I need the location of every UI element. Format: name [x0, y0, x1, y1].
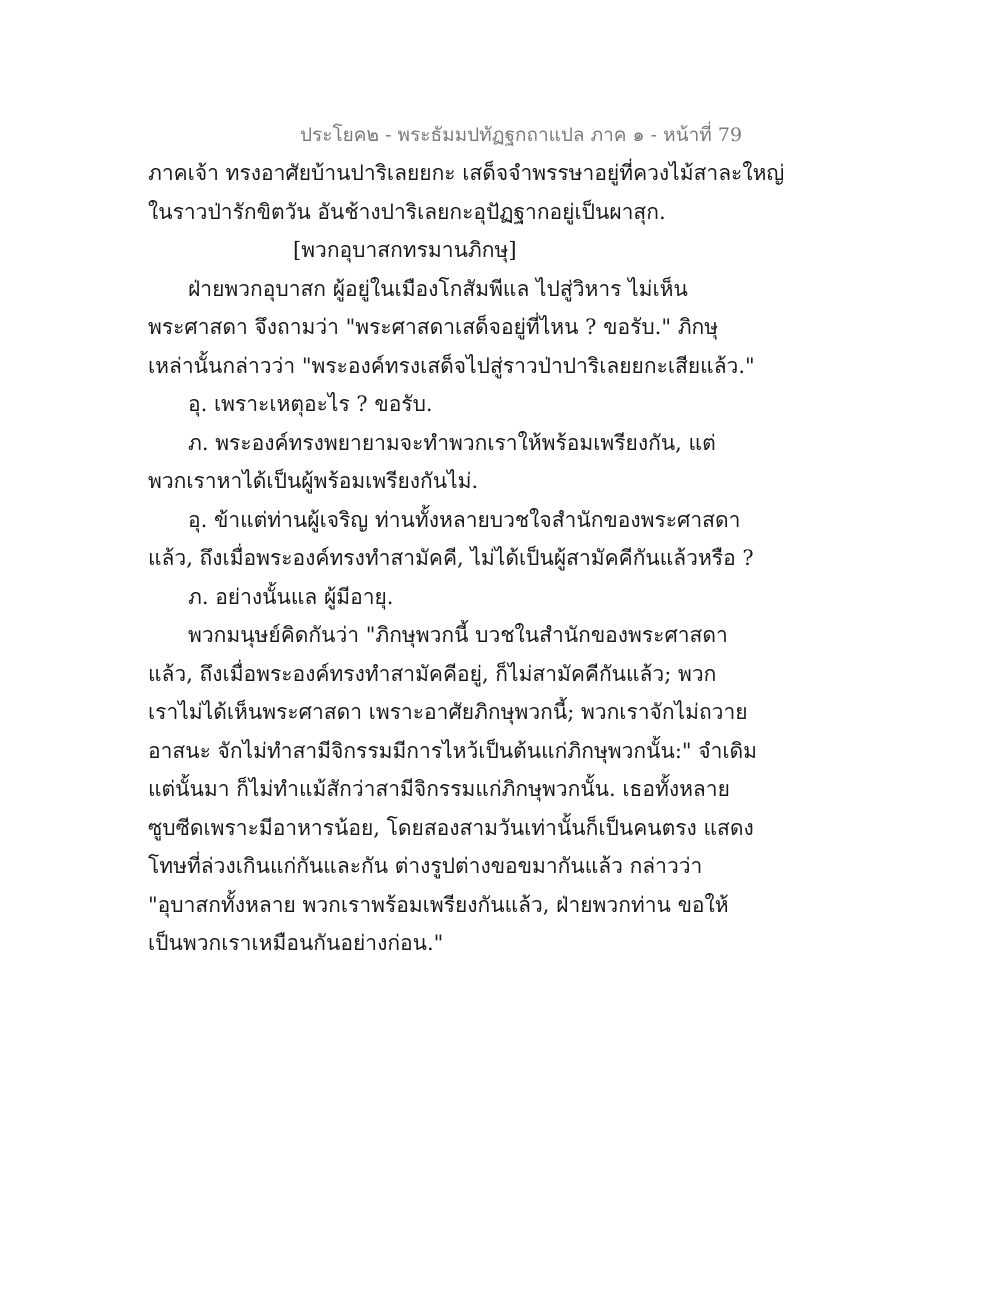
text-line: ภาคเจ้า ทรงอาศัยบ้านปาริเลยยกะ เสด็จจำพรรษาอยู่ที่ควงไม้สาละใหญ่ [148, 161, 785, 185]
dialogue-line-upasaka: อุ. ข้าแต่ท่านผู้เจริญ ท่านทั้งหลายบวชใจสำนักของพระศาสดา [188, 507, 741, 532]
dialogue-line-bhikkhu: ภ. อย่างนั้นแล ผู้มีอายุ. [188, 584, 394, 609]
text-line: แล้ว, ถึงเมื่อพระองค์ทรงทำสามัคคีอยู่, ก็ไม่สามัคคีกันแล้ว; พวก [148, 661, 717, 686]
text-line: โทษที่ล่วงเกินแก่กันและกัน ต่างรูปต่างขอขมากันแล้ว กล่าวว่า [148, 854, 703, 878]
text-line: ในราวป่ารักขิตวัน อันช้างปาริเลยกะอุปัฏฐากอยู่เป็นผาสุก. [148, 199, 666, 224]
paragraph-start-line: พวกมนุษย์คิดกันว่า "ภิกษุพวกนี้ บวชในสำนักของพระศาสดา [188, 623, 728, 647]
text-line: อาสนะ จักไม่ทำสามีจิกรรมมีการไหว้เป็นต้นแก่ภิกษุพวกนั้น:" จำเดิม [148, 738, 758, 763]
dialogue-line-upasaka: อุ. เพราะเหตุอะไร ? ขอรับ. [188, 392, 433, 416]
text-line: แล้ว, ถึงเมื่อพระองค์ทรงทำสามัคคี, ไม่ได้เป็นผู้สามัคคีกันแล้วหรือ ? [148, 546, 754, 570]
text-line: เราไม่ได้เห็นพระศาสดา เพราะอาศัยภิกษุพวกนี้; พวกเราจักไม่ถวาย [148, 700, 748, 724]
text-line: พระศาสดา จึงถามว่า "พระศาสดาเสด็จอยู่ที่ไหน ? ขอรับ." ภิกษุ [148, 315, 719, 339]
section-heading: [พวกอุบาสกทรมานภิกษุ] [293, 238, 517, 262]
text-line: "อุบาสกทั้งหลาย พวกเราพร้อมเพรียงกันแล้ว, ฝ่ายพวกท่าน ขอให้ [148, 892, 729, 917]
text-line: แต่นั้นมา ก็ไม่ทำแม้สักว่าสามีจิกรรมแก่ภิกษุพวกนั้น. เธอทั้งหลาย [148, 777, 730, 801]
body-text [148, 154, 785, 963]
text-line: เหล่านั้นกล่าวว่า "พระองค์ทรงเสด็จไปสู่ราวป่าปาริเลยยกะเสียแล้ว." [148, 353, 755, 378]
text-line: ซูบซีดเพราะมีอาหารน้อย, โดยสองสามวันเท่านั้นก็เป็นคนตรง แสดง [148, 815, 754, 840]
text-line: เป็นพวกเราเหมือนกันอย่างก่อน." [148, 931, 444, 955]
paragraph-start-line: ฝ่ายพวกอุบาสก ผู้อยู่ในเมืองโกสัมพีแล ไปสู่วิหาร ไม่เห็น [188, 276, 688, 301]
text-line: พวกเราหาได้เป็นผู้พร้อมเพรียงกันไม่. [148, 469, 479, 493]
dialogue-line-bhikkhu: ภ. พระองค์ทรงพยายามจะทำพวกเราให้พร้อมเพรียงกัน, แต่ [188, 430, 716, 455]
running-header: ประโยค๒ - พระธัมมปทัฏฐกถาแปล ภาค ๑ - หน้าที่ 79 [300, 124, 743, 146]
